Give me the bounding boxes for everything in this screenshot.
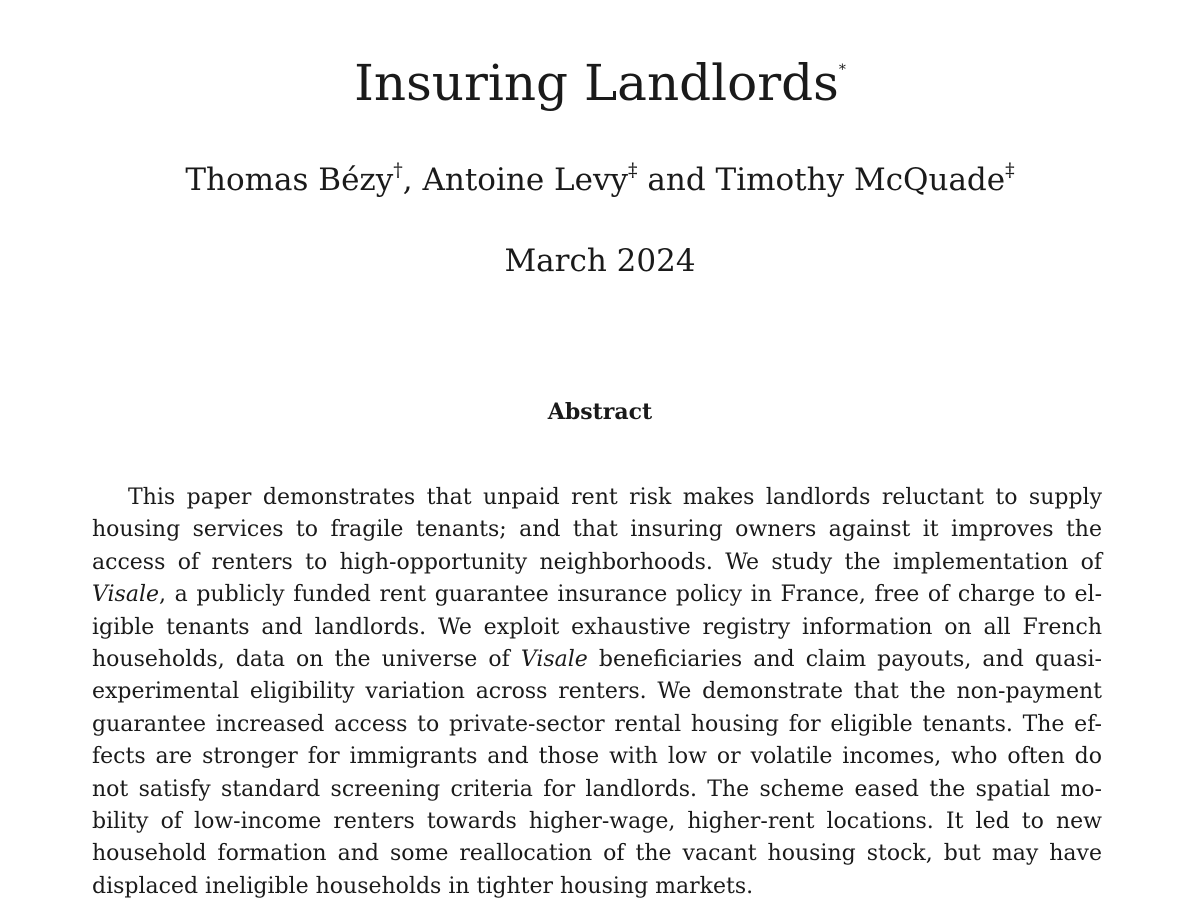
- abstract-line: [92, 514, 1102, 546]
- abstract-text: fects are stronger for immigrants and those with low or volatile incomes, who often do: [92, 744, 1102, 770]
- abstract-text: access of renters to high-opportunity neighborhoods. We study the implementation of: [92, 549, 1102, 575]
- author-name: Thomas Bézy: [185, 162, 394, 198]
- author-footnote-mark: †: [393, 159, 403, 181]
- abstract-text: beneficiaries and claim payouts, and quasi-: [587, 646, 1102, 672]
- author-name: Timothy McQuade: [715, 162, 1006, 198]
- abstract-line: [92, 838, 1102, 870]
- title-text: Insuring Landlords: [354, 54, 839, 112]
- abstract-text: experimental eligibility variation across renters. We demonstrate that the non-payment: [92, 679, 1102, 705]
- abstract-line: [92, 806, 1102, 838]
- abstract-text: not satisfy standard screening criteria for landlords. The scheme eased the spatial mo-: [92, 776, 1102, 802]
- paper-title: [0, 38, 1200, 115]
- abstract-line: [92, 482, 1102, 514]
- author-footnote-mark: ‡: [628, 159, 638, 181]
- abstract-text: , a publicly funded rent guarantee insurance policy in France, free of charge to el-: [159, 582, 1102, 608]
- publication-date: March 2024: [504, 243, 696, 279]
- abstract-heading: Abstract: [547, 399, 653, 425]
- abstract-line: [92, 612, 1102, 644]
- abstract-line: [92, 676, 1102, 708]
- abstract-line: [92, 547, 1102, 579]
- abstract-line: [92, 871, 1102, 903]
- author-separator: ,: [402, 162, 423, 198]
- author-footnote-mark: ‡: [1005, 159, 1015, 181]
- abstract-text: housing services to fragile tenants; and that insuring owners against it improves the: [92, 517, 1102, 543]
- italic-term: Visale: [520, 646, 588, 672]
- abstract-text: displaced ineligible households in tighter housing markets.: [92, 873, 754, 899]
- abstract-line: [92, 579, 1102, 611]
- abstract-text: households, data on the universe of: [92, 646, 521, 672]
- abstract-body: [92, 482, 1102, 903]
- abstract-line: [92, 709, 1102, 741]
- abstract-text: guarantee increased access to private-sector rental housing for eligible tenants. The ef-: [92, 711, 1102, 737]
- author-name: Antoine Levy: [422, 162, 629, 198]
- author-separator: and: [637, 162, 716, 198]
- author-list: [0, 158, 1200, 202]
- italic-term: Visale: [92, 582, 159, 608]
- abstract-line: [92, 644, 1102, 676]
- title-footnote-mark: *: [838, 62, 846, 78]
- abstract-line: [92, 741, 1102, 773]
- abstract-text: igible tenants and landlords. We exploit exhaustive registry information on all French: [92, 614, 1102, 640]
- abstract-line: [92, 774, 1102, 806]
- abstract-text: This paper demonstrates that unpaid rent risk makes landlords reluctant to supply: [128, 485, 1102, 510]
- abstract-text: bility of low-income renters towards higher-wage, higher-rent locations. It led to new: [92, 808, 1102, 834]
- abstract-text: household formation and some reallocation of the vacant housing stock, but may have: [92, 841, 1102, 867]
